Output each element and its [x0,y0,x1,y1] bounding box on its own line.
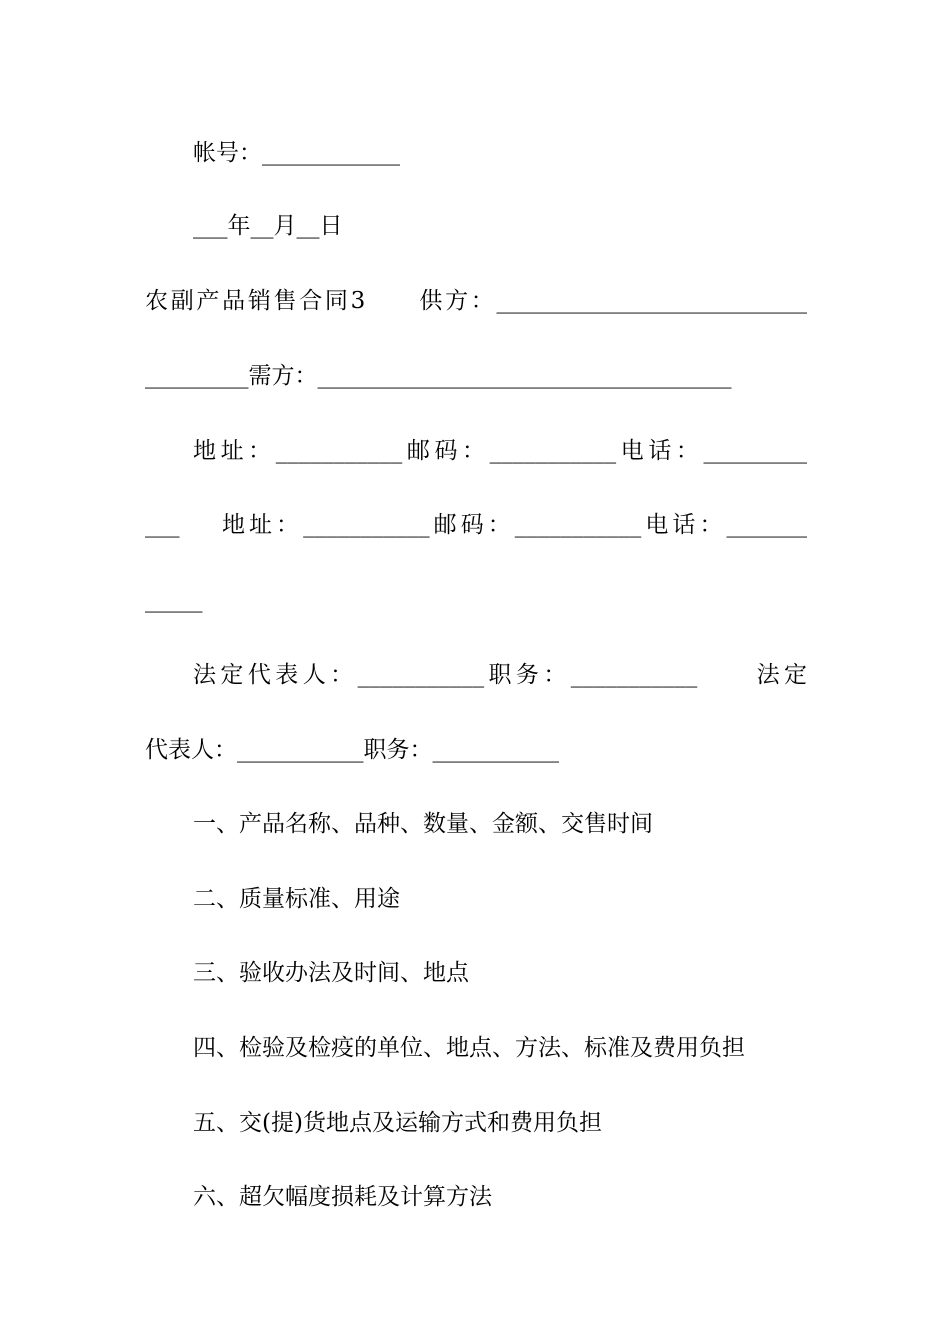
clause-2: 二、质量标准、用途 [193,886,400,912]
clause-3: 三、验收办法及时间、地点 [193,960,469,986]
clause-1: 一、产品名称、品种、数量、金额、交售时间 [193,811,653,837]
phone-continuation-line: _____ [145,587,203,613]
buyer-address-line: ___ 地址：___________邮码：___________电话：_______ [145,512,807,538]
clause-4: 四、检验及检疫的单位、地点、方法、标准及费用负担 [193,1035,745,1061]
buyer-line: _________需方：____________________________________ [145,363,732,389]
legal-rep-continuation-line: 代表人：___________职务：___________ [145,737,559,763]
clause-6: 六、超欠幅度损耗及计算方法 [193,1184,492,1210]
account-line: 帐号：____________ [193,140,400,166]
contract-title-supplier-line: 农副产品销售合同3 供方：___________________________ [145,288,807,314]
legal-rep-line: 法定代表人：___________职务：___________ 法定 [193,662,807,688]
date-line: ___年__月__日 [193,213,343,239]
clause-5: 五、交(提)货地点及运输方式和费用负担 [193,1110,602,1136]
supplier-address-line: 地址：___________邮码：___________电话：_________ [193,438,807,464]
